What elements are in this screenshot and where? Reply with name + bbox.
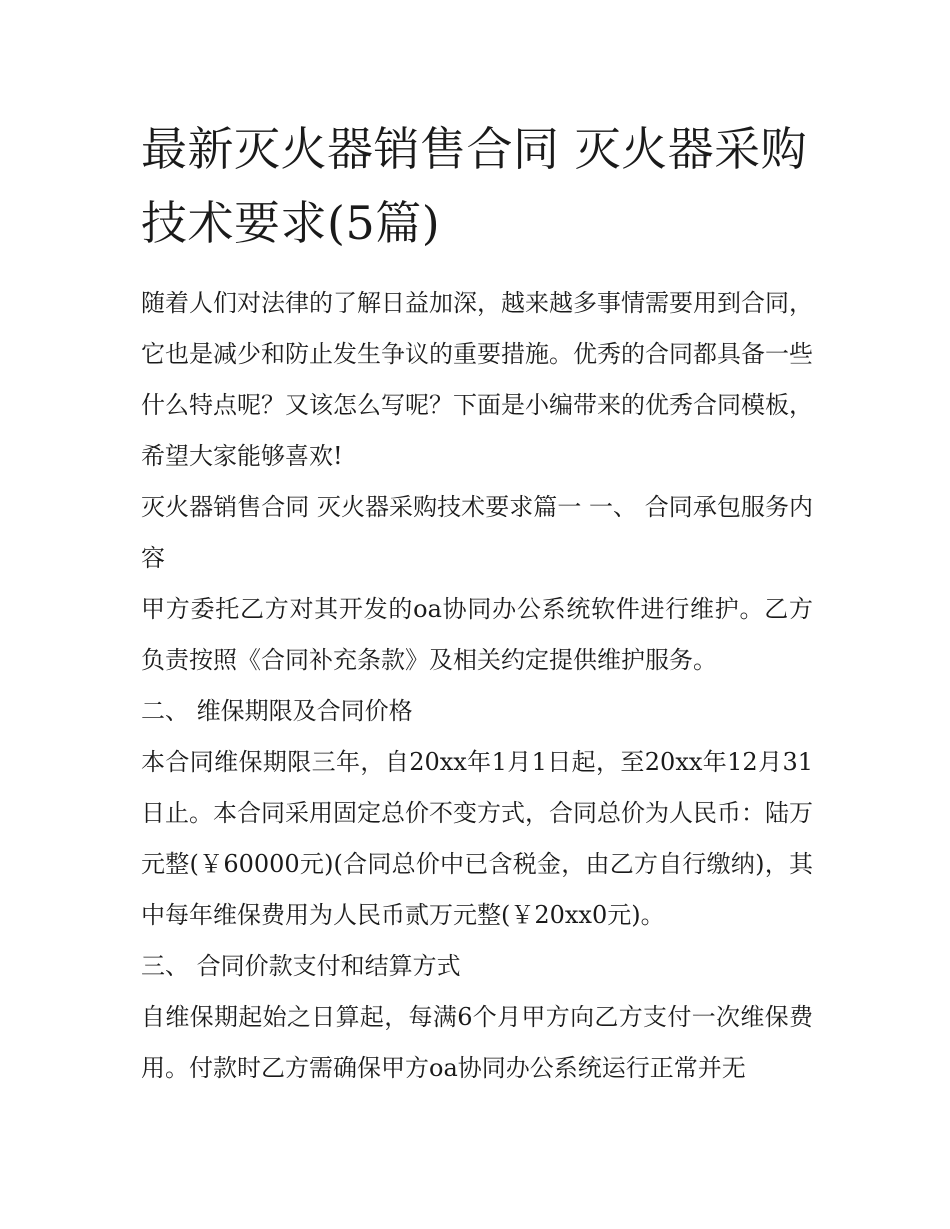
body-paragraph-1: 甲方委托乙方对其开发的oa协同办公系统软件进行维护。乙方负责按照《合同补充条款》及相关约定提供维护服务。 — [141, 595, 813, 674]
document-title: 最新灭火器销售合同 灭火器采购技术要求(5篇) — [141, 122, 808, 250]
intro-paragraph: 随着人们对法律的了解日益加深，越来越多事情需要用到合同，它也是减少和防止发生争议的重要措施。优秀的合同都具备一些什么特点呢？又该怎么写呢？下面是小编带来的优秀合同模板，希望大家能够喜欢! — [141, 289, 813, 470]
body-paragraph-3: 自维保期起始之日算起，每满6个月甲方向乙方支付一次维保费用。付款时乙方需确保甲方oa协同办公系统运行正常并无 — [141, 1003, 813, 1082]
section-heading-1: 灭火器销售合同 灭火器采购技术要求篇一 一、 合同承包服务内容 — [141, 493, 813, 572]
section-heading-3: 三、 合同价款支付和结算方式 — [141, 952, 461, 980]
body-paragraph-2: 本合同维保期限三年，自20xx年1月1日起，至20xx年12月31日止。本合同采用固定总价不变方式，合同总价为人民币：陆万元整(￥60000元)(合同总价中已含税金，由乙方自行缴纳)，其中每年维保费用为人民币贰万元整(￥20xx0元)。 — [141, 748, 813, 929]
section-heading-2: 二、 维保期限及合同价格 — [141, 697, 413, 725]
document-page — [141, 112, 813, 1094]
